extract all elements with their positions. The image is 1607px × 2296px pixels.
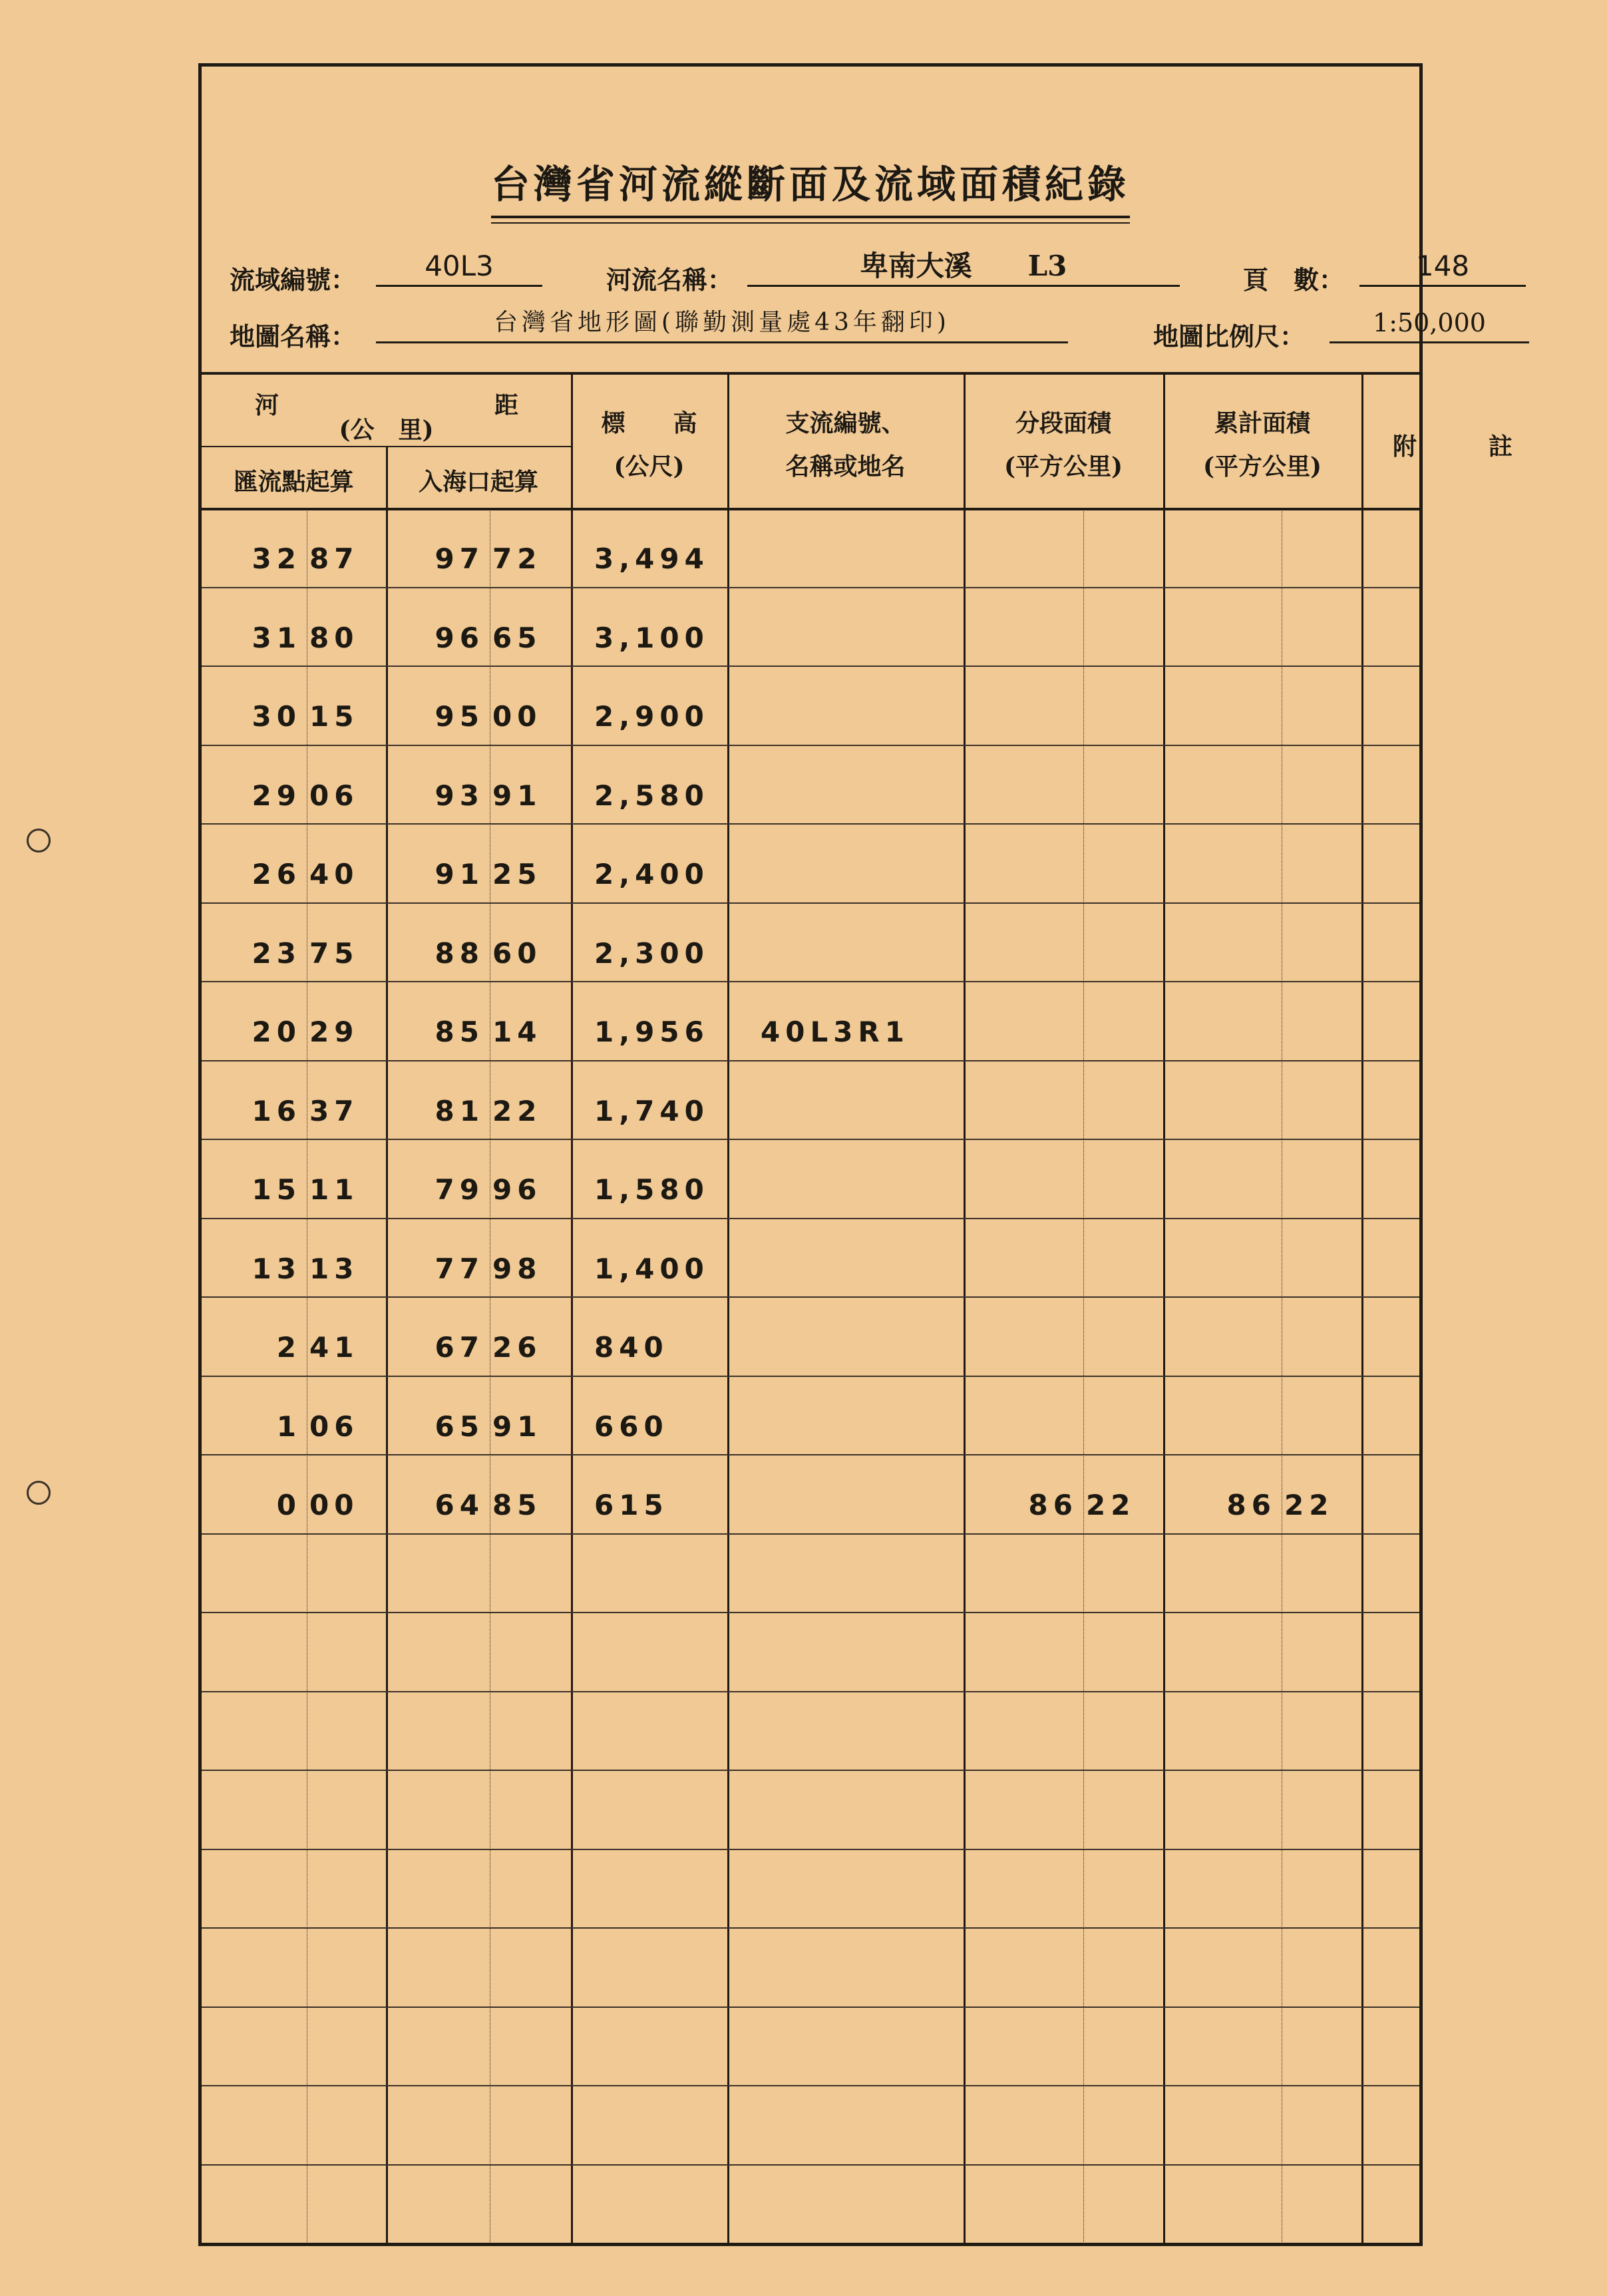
cell-conf-dec: 37 — [309, 1094, 359, 1127]
map-scale-label: 地圖比例尺： — [1153, 321, 1306, 351]
cell-mouth-dec: 91 — [492, 779, 542, 812]
binder-hole-bottom — [27, 1481, 51, 1505]
cell-conf-dec: 87 — [309, 542, 359, 575]
form-header — [202, 67, 1486, 375]
elevation-unit: (公尺) — [614, 453, 685, 480]
cell-mouth-dec: 60 — [492, 936, 542, 970]
cell-mouth-dec: 96 — [492, 1173, 542, 1206]
cell-conf-dec: 80 — [309, 621, 359, 654]
cumulative-area-unit: (平方公里) — [1202, 453, 1322, 480]
cell-conf-dec: 13 — [309, 1252, 359, 1285]
cell-mouth-int: 93 — [435, 779, 484, 812]
cell-conf-int: 30 — [252, 700, 301, 733]
cell-conf-dec: 06 — [309, 1410, 359, 1443]
cell-mouth-int: 79 — [435, 1173, 484, 1206]
cell-mouth-dec: 25 — [492, 858, 542, 890]
map-name-label: 地圖名稱： — [230, 321, 357, 351]
cell-elev: 1,740 — [594, 1094, 709, 1127]
cell-conf-int: 20 — [252, 1016, 301, 1048]
cell-mouth-int: 64 — [435, 1489, 484, 1521]
cell-mouth-dec: 98 — [492, 1252, 542, 1285]
cell-conf-int: 26 — [252, 858, 301, 890]
cell-conf-dec: 06 — [309, 779, 359, 812]
cell-conf-dec: 15 — [309, 700, 359, 733]
cell-mouth-int: 81 — [435, 1094, 484, 1127]
cell-elev: 1,956 — [594, 1016, 709, 1048]
cell-elev: 1,400 — [594, 1252, 709, 1285]
cell-mouth-dec: 00 — [492, 700, 542, 733]
cell-conf-int: 31 — [252, 621, 301, 654]
form-title: 台灣省河流縱斷面及流域面積紀錄 — [202, 153, 1419, 218]
distance-header-right: 距 — [494, 391, 519, 419]
page-no-value: 148 — [1359, 248, 1526, 287]
cell-elev: 2,580 — [594, 779, 709, 812]
cumulative-area-header: 累計面積 — [1214, 409, 1310, 437]
cell-conf-int: 29 — [252, 779, 301, 812]
cell-mouth-dec: 26 — [492, 1331, 542, 1364]
binder-hole-top — [27, 829, 51, 853]
cell-conf-int: 13 — [252, 1252, 301, 1285]
cell-elev: 660 — [594, 1410, 669, 1443]
cell-conf-int: 2 — [276, 1331, 301, 1364]
cell-elev: 840 — [594, 1331, 669, 1364]
cell-mouth-int: 95 — [435, 700, 484, 733]
cell-mouth-dec: 65 — [492, 621, 542, 654]
section-area-header: 分段面積 — [1015, 409, 1111, 437]
cell-mouth-dec: 91 — [492, 1410, 542, 1443]
map-scale-value: 1:50,000 — [1330, 304, 1529, 343]
cell-cum-dec: 22 — [1284, 1489, 1334, 1521]
cell-conf-int: 23 — [252, 936, 301, 970]
river-name-value: 卑南大溪 L3 — [747, 248, 1180, 287]
cell-mouth-int: 88 — [435, 936, 484, 970]
cell-conf-dec: 00 — [309, 1489, 359, 1521]
cell-elev: 2,300 — [594, 936, 709, 970]
from-mouth-header: 入海口起算 — [418, 468, 538, 496]
cell-mouth-dec: 72 — [492, 542, 542, 575]
cell-elev: 3,100 — [594, 621, 709, 654]
map-name-value: 台灣省地形圖(聯勤測量處43年翻印) — [376, 304, 1068, 343]
cell-mouth-int: 96 — [435, 621, 484, 654]
cell-elev: 3,494 — [594, 542, 709, 575]
cell-mouth-int: 85 — [435, 1016, 484, 1048]
cell-sec-int: 86 — [1028, 1489, 1078, 1521]
cell-sec-dec: 22 — [1086, 1489, 1136, 1521]
cell-conf-dec: 75 — [309, 936, 359, 970]
record-form — [198, 63, 1513, 2246]
cell-cum-int: 86 — [1226, 1489, 1276, 1521]
from-confluence-header: 匯流點起算 — [234, 468, 354, 496]
tributary-header-1: 支流編號、 — [785, 409, 906, 437]
cell-elev: 2,400 — [594, 858, 709, 890]
cell-mouth-int: 67 — [435, 1331, 484, 1364]
cell-conf-int: 16 — [252, 1094, 301, 1127]
cell-conf-dec: 41 — [309, 1331, 359, 1364]
river-name-label: 河流名稱： — [606, 265, 733, 295]
cell-mouth-int: 65 — [435, 1410, 484, 1443]
cell-mouth-int: 97 — [435, 542, 484, 575]
cell-trib: 40L3R1 — [761, 1016, 910, 1048]
basin-no-value: 40L3 — [376, 248, 542, 287]
cell-conf-int: 15 — [252, 1173, 301, 1206]
cell-mouth-dec: 22 — [492, 1094, 542, 1127]
cell-mouth-dec: 85 — [492, 1489, 542, 1521]
page-label: 頁 數： — [1243, 265, 1345, 295]
cell-conf-dec: 40 — [309, 858, 359, 890]
remarks-header: 附 註 — [1393, 433, 1513, 461]
cell-elev: 1,580 — [594, 1173, 709, 1206]
tributary-header-2: 名稱或地名 — [785, 453, 906, 480]
distance-header-left: 河 — [255, 391, 279, 419]
cell-mouth-dec: 14 — [492, 1016, 542, 1048]
cell-conf-dec: 11 — [309, 1173, 359, 1206]
cell-mouth-int: 91 — [435, 858, 484, 890]
elevation-header: 標 高 — [601, 409, 697, 437]
cell-conf-int: 32 — [252, 542, 301, 575]
cell-elev: 2,900 — [594, 700, 709, 733]
cell-mouth-int: 77 — [435, 1252, 484, 1285]
basin-no-label: 流域編號： — [230, 265, 357, 295]
cell-conf-int: 0 — [276, 1489, 301, 1521]
data-table — [202, 375, 1513, 2246]
cell-conf-int: 1 — [276, 1410, 301, 1443]
cell-conf-dec: 29 — [309, 1016, 359, 1048]
distance-unit: (公 里) — [339, 416, 434, 444]
cell-elev: 615 — [594, 1489, 669, 1521]
section-area-unit: (平方公里) — [1003, 453, 1123, 480]
